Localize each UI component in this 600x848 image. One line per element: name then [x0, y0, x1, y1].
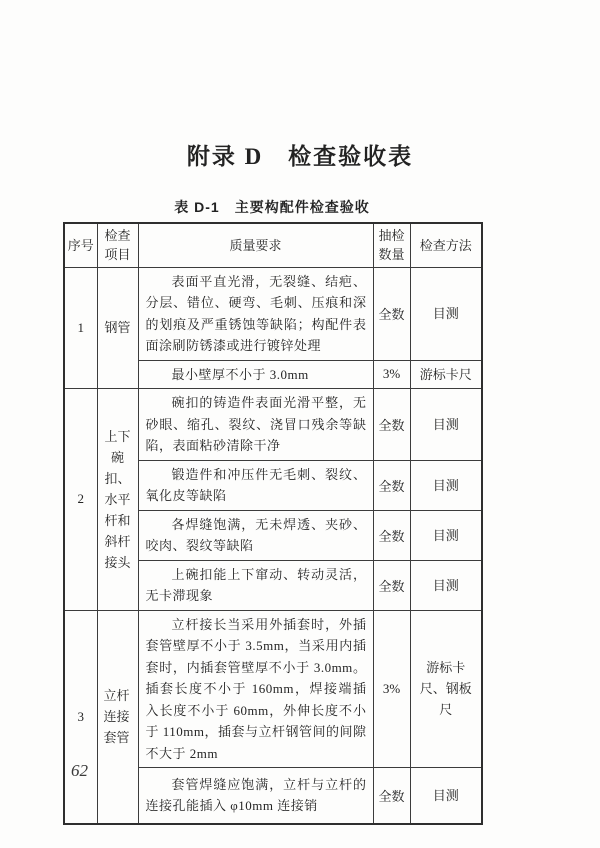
table-row [64, 610, 482, 768]
method-cell: 游标卡尺 [410, 360, 482, 389]
page-number: 62 [71, 761, 88, 780]
item-cell: 钢管 [97, 267, 138, 389]
serial-cell: 3 [64, 610, 97, 824]
requirement-cell: 最小壁厚不小于 3.0mm [138, 360, 373, 389]
quantity-cell: 全数 [373, 389, 410, 461]
method-cell: 目测 [410, 510, 482, 560]
method-cell: 目测 [410, 460, 482, 510]
quantity-cell: 全数 [373, 267, 410, 360]
quantity-cell: 3% [373, 360, 410, 389]
requirement-cell: 上碗扣能上下窜动、转动灵活，无卡滞现象 [138, 560, 373, 610]
page-title: 附录 D 检查验收表 [186, 144, 414, 169]
method-cell: 目测 [410, 267, 482, 360]
table-row [64, 389, 482, 461]
quantity-cell: 全数 [373, 460, 410, 510]
header-inspection-method: 检查方法 [410, 223, 482, 267]
quantity-cell: 3% [373, 610, 410, 768]
requirement-cell: 套管焊缝应饱满，立杆与立杆的连接孔能插入 φ10mm 连接销 [138, 768, 373, 824]
quantity-cell: 全数 [373, 768, 410, 824]
header-sampling-quantity: 抽检数量 [373, 223, 410, 267]
table-row [64, 267, 482, 360]
inspection-table [63, 222, 483, 825]
method-cell: 游标卡尺、钢板尺 [410, 610, 482, 768]
serial-cell: 2 [64, 389, 97, 611]
table-header-row [64, 223, 482, 267]
table-caption: 表 D-1 主要构配件检查验收 [174, 199, 370, 215]
quantity-cell: 全数 [373, 510, 410, 560]
header-quality-requirement: 质量要求 [138, 223, 373, 267]
requirement-cell: 锻造件和冲压件无毛刺、裂纹、氧化皮等缺陷 [138, 460, 373, 510]
requirement-cell: 表面平直光滑，无裂缝、结疤、分层、错位、硬弯、毛刺、压痕和深的划痕及严重锈蚀等缺陷；构配件表面涂刷防锈漆或进行镀锌处理 [138, 267, 373, 360]
header-serial-number: 序号 [64, 223, 97, 267]
header-inspection-item: 检查项目 [97, 223, 138, 267]
serial-cell: 1 [64, 267, 97, 389]
requirement-cell: 各焊缝饱满，无未焊透、夹砂、咬肉、裂纹等缺陷 [138, 510, 373, 560]
item-cell-label: 立杆连接套管 [103, 688, 130, 745]
method-cell: 目测 [410, 560, 482, 610]
method-cell: 目测 [410, 768, 482, 824]
item-cell [97, 610, 138, 824]
quantity-cell: 全数 [373, 560, 410, 610]
requirement-cell: 立杆接长当采用外插套时，外插套管壁厚不小于 3.5mm，当采用内插套时，内插套管壁厚不小于 3.0mm。插套长度不小于 160mm，焊接端插入长度不小于 60mm，外伸长度不小于 110mm，插套与立杆钢管间的间隙不大于 2mm [138, 610, 373, 768]
requirement-cell: 碗扣的铸造件表面光滑平整，无砂眼、缩孔、裂纹、浇冒口残余等缺陷，表面粘砂清除干净 [138, 389, 373, 461]
item-cell: 上下碗扣、水平杆和斜杆接头 [97, 389, 138, 611]
method-cell: 目测 [410, 389, 482, 461]
